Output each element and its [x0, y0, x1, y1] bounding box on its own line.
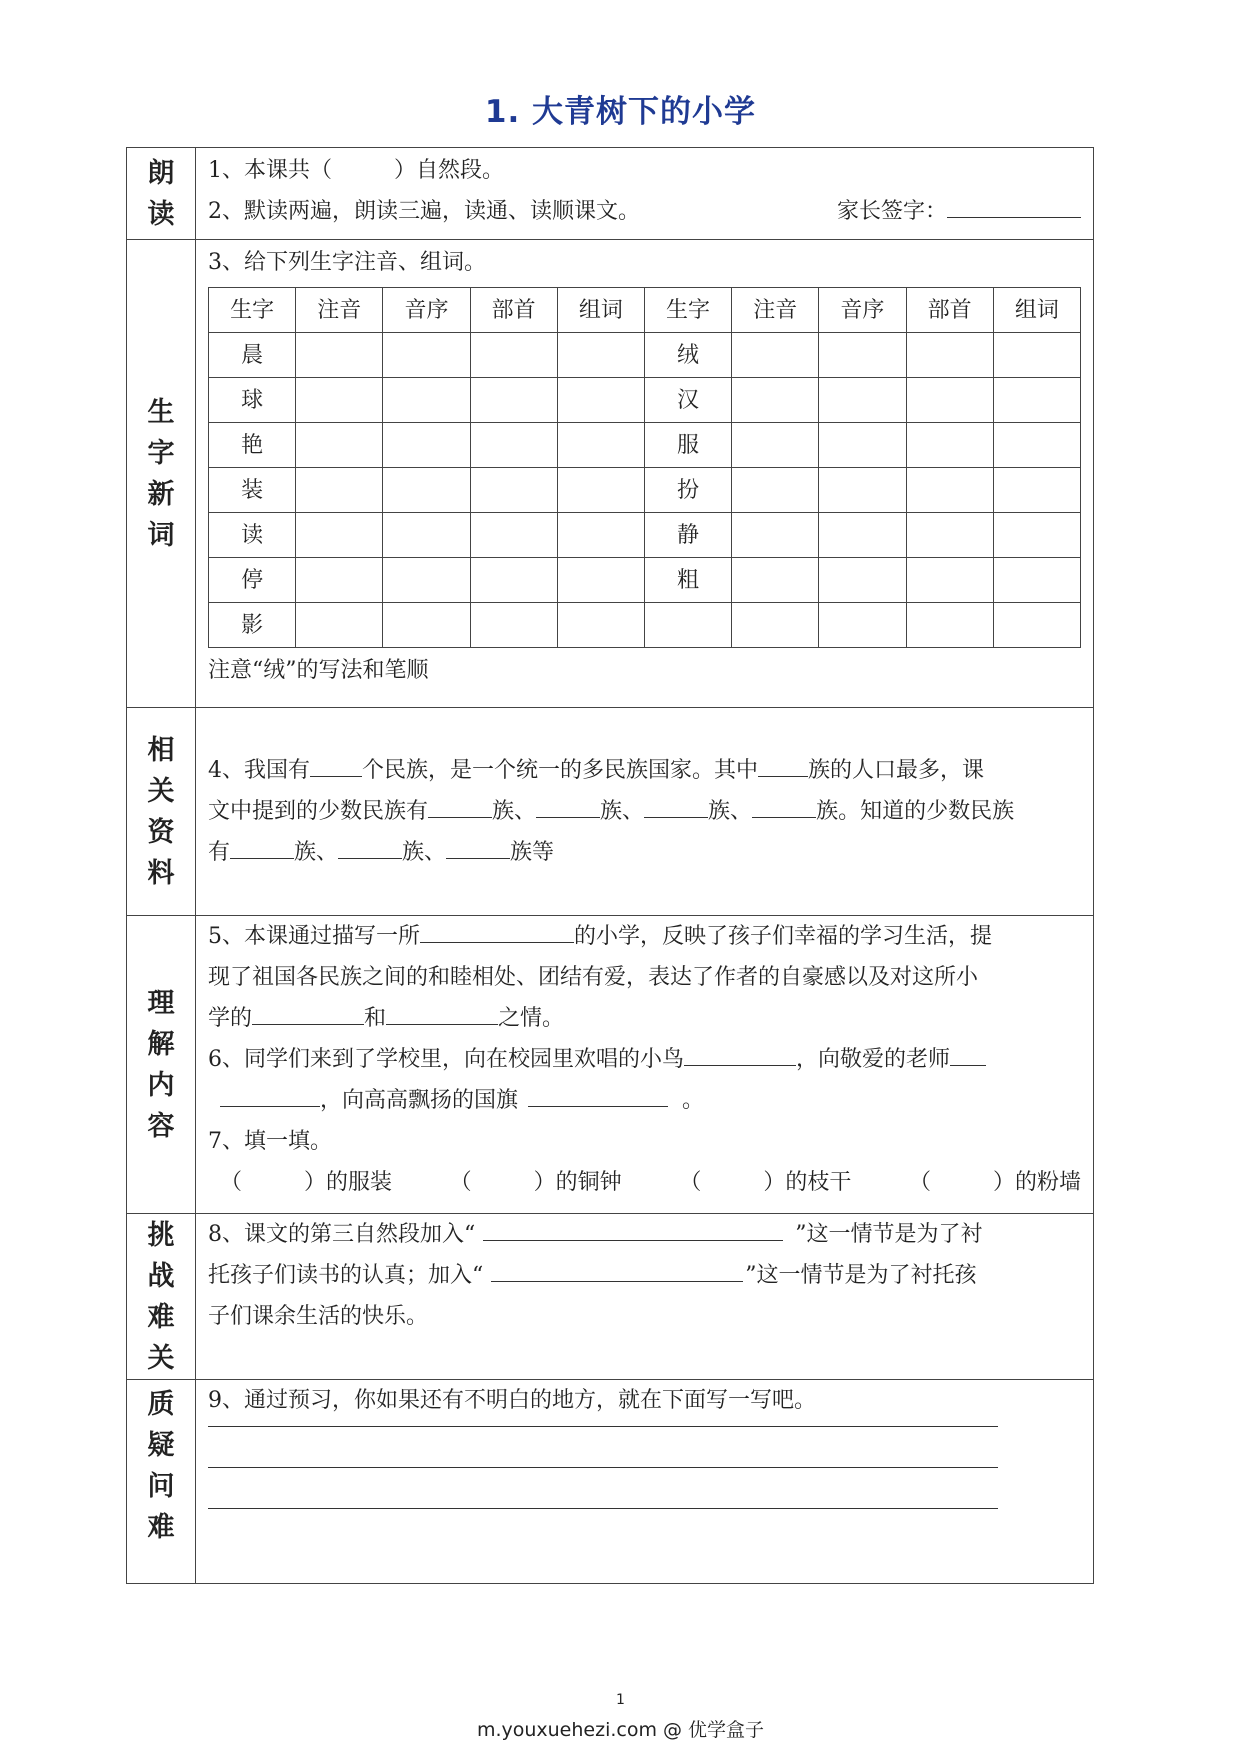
input-cell[interactable]: [732, 513, 819, 558]
section-questions: [127, 1380, 1094, 1584]
fill-item: （ ）的服装: [220, 1170, 393, 1195]
answer-blank[interactable]: [758, 754, 808, 777]
page-title: 1. 大青树下的小学: [484, 94, 757, 130]
answer-blank[interactable]: [536, 795, 600, 818]
input-cell[interactable]: [819, 603, 906, 648]
input-cell[interactable]: [470, 468, 557, 513]
question-7-items: [208, 1162, 1081, 1203]
challenge-content: [196, 1214, 1094, 1380]
answer-blank[interactable]: [428, 795, 492, 818]
input-cell[interactable]: [732, 333, 819, 378]
question-6-line-1: 6、同学们来到了学校里，向在校园里欢唱的小鸟 ，向敬爱的老师: [208, 1039, 1081, 1080]
signature-blank[interactable]: [947, 195, 1081, 218]
input-cell[interactable]: [993, 558, 1080, 603]
section-understand: [127, 916, 1094, 1214]
answer-blank[interactable]: [252, 1002, 364, 1025]
input-cell[interactable]: [296, 513, 383, 558]
input-cell[interactable]: [819, 423, 906, 468]
input-cell[interactable]: [296, 378, 383, 423]
char-cell: 停: [209, 558, 296, 603]
section-label-understand: 理 解 内 容: [127, 916, 196, 1214]
section-reading: [127, 148, 1094, 240]
vocab-content: [196, 240, 1094, 708]
char-cell: 粗: [644, 558, 731, 603]
answer-blank[interactable]: [528, 1084, 668, 1107]
input-cell[interactable]: [819, 468, 906, 513]
header-cell: 音序: [383, 288, 470, 333]
input-cell[interactable]: [732, 423, 819, 468]
char-cell: [644, 603, 731, 648]
section-info: [127, 708, 1094, 916]
answer-blank[interactable]: [230, 836, 294, 859]
question-5-line-1: 5、本课通过描写一所 的小学，反映了孩子们幸福的学习生活，提: [208, 916, 1081, 957]
input-cell[interactable]: [993, 468, 1080, 513]
input-cell[interactable]: [296, 603, 383, 648]
input-cell[interactable]: [732, 558, 819, 603]
writing-line[interactable]: [208, 1468, 998, 1509]
input-cell[interactable]: [819, 513, 906, 558]
char-cell: 晨: [209, 333, 296, 378]
input-cell[interactable]: [557, 603, 644, 648]
answer-blank[interactable]: [338, 836, 402, 859]
input-cell[interactable]: [296, 333, 383, 378]
info-content: [196, 708, 1094, 916]
question-4-line-2: 文中提到的少数民族有 族、 族、 族、 族。知道的少数民族: [208, 791, 1081, 832]
input-cell[interactable]: [993, 513, 1080, 558]
char-cell: 静: [644, 513, 731, 558]
input-cell[interactable]: [557, 423, 644, 468]
table-row: [209, 558, 1081, 603]
input-cell[interactable]: [906, 378, 993, 423]
input-cell[interactable]: [906, 423, 993, 468]
character-table-header: [209, 288, 1081, 333]
answer-blank[interactable]: [220, 1084, 320, 1107]
answer-blank[interactable]: [752, 795, 816, 818]
question-4-line-1: 4、我国有 个民族，是一个统一的多民族国家。其中 族的人口最多，课: [208, 750, 1081, 791]
input-cell[interactable]: [906, 468, 993, 513]
char-cell: 服: [644, 423, 731, 468]
writing-line[interactable]: [208, 1427, 998, 1468]
input-cell[interactable]: [557, 513, 644, 558]
section-label-challenge: 挑 战 难 关: [127, 1214, 196, 1380]
input-cell[interactable]: [470, 378, 557, 423]
answer-blank[interactable]: [684, 1043, 796, 1066]
table-row: [209, 333, 1081, 378]
input-cell[interactable]: [470, 558, 557, 603]
answer-blank[interactable]: [950, 1043, 986, 1066]
input-cell[interactable]: [470, 603, 557, 648]
input-cell[interactable]: [732, 378, 819, 423]
character-table: [208, 287, 1081, 648]
question-6-line-2: ，向高高飘扬的国旗 。: [208, 1080, 1081, 1121]
page-number: 1: [616, 1692, 625, 1708]
header-cell: 生字: [644, 288, 731, 333]
input-cell[interactable]: [819, 558, 906, 603]
input-cell[interactable]: [557, 468, 644, 513]
section-label-questions: 质 疑 问 难: [127, 1380, 196, 1584]
question-3: 3、给下列生字注音、组词。: [208, 250, 486, 275]
input-cell[interactable]: [383, 468, 470, 513]
question-7: 7、填一填。: [208, 1129, 332, 1154]
input-cell[interactable]: [296, 423, 383, 468]
header-cell: 注音: [296, 288, 383, 333]
question-8-line-2: 托孩子们读书的认真；加入“ ”这一情节是为了衬托孩: [208, 1255, 1081, 1296]
header-cell: 组词: [557, 288, 644, 333]
input-cell[interactable]: [383, 333, 470, 378]
input-cell[interactable]: [383, 603, 470, 648]
question-1: 1、本课共（ ）自然段。: [208, 158, 505, 183]
input-cell[interactable]: [470, 513, 557, 558]
section-label-reading: 朗 读: [127, 148, 196, 240]
char-cell: 汉: [644, 378, 731, 423]
worksheet-table: [126, 147, 1094, 1584]
char-cell: 扮: [644, 468, 731, 513]
fill-item: （ ）的枝干: [679, 1170, 852, 1195]
questions-content: [196, 1380, 1094, 1584]
input-cell[interactable]: [906, 603, 993, 648]
header-cell: 生字: [209, 288, 296, 333]
char-cell: 影: [209, 603, 296, 648]
answer-blank[interactable]: [310, 754, 362, 777]
reading-content: [196, 148, 1094, 240]
question-5-line-2: 现了祖国各民族之间的和睦相处、团结有爱，表达了作者的自豪感以及对这所小: [208, 965, 979, 990]
answer-blank[interactable]: [420, 920, 574, 943]
input-cell[interactable]: [557, 378, 644, 423]
input-cell[interactable]: [819, 333, 906, 378]
question-5-line-3: 学的 和 之情。: [208, 998, 1081, 1039]
input-cell[interactable]: [732, 468, 819, 513]
input-cell[interactable]: [470, 423, 557, 468]
input-cell[interactable]: [296, 558, 383, 603]
site-footer: m.youxuehezi.com @ 优学盒子: [476, 1719, 765, 1741]
understand-content: [196, 916, 1094, 1214]
input-cell[interactable]: [557, 558, 644, 603]
input-cell[interactable]: [383, 513, 470, 558]
char-cell: 绒: [644, 333, 731, 378]
header-cell: 部首: [906, 288, 993, 333]
answer-blank[interactable]: [491, 1259, 743, 1282]
section-label-vocab: 生 字 新 词: [127, 240, 196, 708]
input-cell[interactable]: [470, 333, 557, 378]
question-8-line-3: 子们课余生活的快乐。: [208, 1304, 429, 1329]
parent-signature: 家长签字：: [837, 191, 1081, 232]
writing-note: 注意“绒”的写法和笔顺: [208, 658, 429, 683]
input-cell[interactable]: [993, 333, 1080, 378]
char-cell: 读: [209, 513, 296, 558]
answer-blank[interactable]: [483, 1218, 783, 1241]
input-cell[interactable]: [906, 513, 993, 558]
answer-blank[interactable]: [386, 1002, 498, 1025]
char-cell: 装: [209, 468, 296, 513]
question-4-line-3: 有 族、 族、 族等: [208, 832, 1081, 873]
question-8-line-1: 8、课文的第三自然段加入“ ”这一情节是为了衬: [208, 1214, 1081, 1255]
fill-item: （ ）的铜钟: [449, 1170, 622, 1195]
table-row: [209, 378, 1081, 423]
input-cell[interactable]: [993, 603, 1080, 648]
char-cell: 球: [209, 378, 296, 423]
answer-blank[interactable]: [446, 836, 510, 859]
char-cell: 艳: [209, 423, 296, 468]
input-cell[interactable]: [993, 378, 1080, 423]
input-cell[interactable]: [557, 333, 644, 378]
input-cell[interactable]: [383, 423, 470, 468]
header-cell: 注音: [732, 288, 819, 333]
input-cell[interactable]: [993, 423, 1080, 468]
table-row: [209, 423, 1081, 468]
header-cell: 音序: [819, 288, 906, 333]
fill-item: （ ）的粉墙: [908, 1170, 1081, 1195]
input-cell[interactable]: [906, 333, 993, 378]
table-row: [209, 468, 1081, 513]
input-cell[interactable]: [819, 378, 906, 423]
input-cell[interactable]: [383, 558, 470, 603]
section-challenge: [127, 1214, 1094, 1380]
input-cell[interactable]: [906, 558, 993, 603]
input-cell[interactable]: [732, 603, 819, 648]
header-cell: 部首: [470, 288, 557, 333]
input-cell[interactable]: [296, 468, 383, 513]
answer-blank[interactable]: [644, 795, 708, 818]
question-9: 9、通过预习，你如果还有不明白的地方，就在下面写一写吧。: [208, 1388, 816, 1413]
section-vocab: [127, 240, 1094, 708]
table-row: [209, 513, 1081, 558]
table-row: [209, 603, 1081, 648]
section-label-info: 相 关 资 料: [127, 708, 196, 916]
question-2: 2、默读两遍，朗读三遍，读通、读顺课文。 家长签字：: [208, 191, 1081, 232]
header-cell: 组词: [993, 288, 1080, 333]
input-cell[interactable]: [383, 378, 470, 423]
